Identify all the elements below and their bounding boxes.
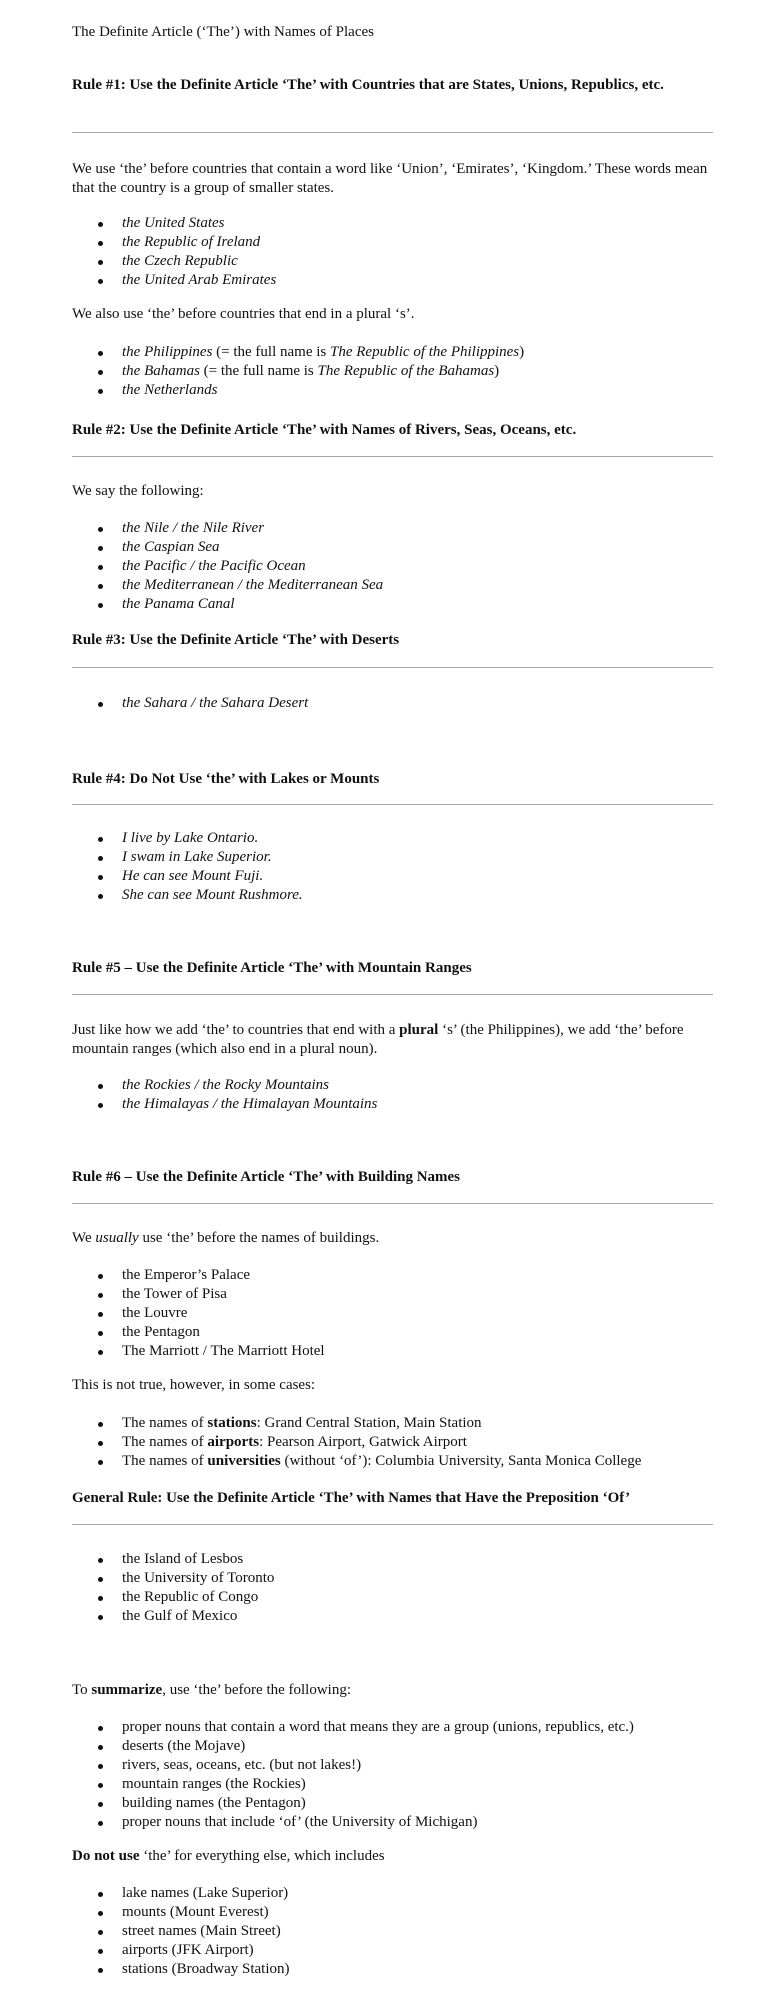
list-item: stations (Broadway Station) xyxy=(72,1960,712,1979)
rule5-intro xyxy=(72,1021,712,1059)
list-item: the Himalayas / the Himalayan Mountains xyxy=(72,1095,712,1114)
item-bold: stations xyxy=(207,1415,257,1431)
rule1-list xyxy=(72,214,712,290)
intro-text: To xyxy=(72,1682,92,1698)
item-text: (without ‘of’): Columbia University, Santa Monica College xyxy=(280,1453,642,1469)
list-item: the Gulf of Mexico xyxy=(72,1607,712,1626)
rule2-list xyxy=(72,519,712,614)
item-text: : Grand Central Station, Main Station xyxy=(256,1415,482,1431)
list-item: He can see Mount Fuji. xyxy=(72,867,712,886)
item-text: The names of xyxy=(122,1415,208,1431)
intro-text: Just like how we add ‘the’ to countries that end with a xyxy=(72,1022,400,1038)
list-item: building names (the Pentagon) xyxy=(72,1794,712,1813)
list-item xyxy=(72,343,712,362)
list-item: the United States xyxy=(72,214,712,233)
intro-text: ‘the’ for everything else, which includes xyxy=(139,1848,385,1864)
rule5-heading: Rule #5 – Use the Definite Article ‘The’ with Mountain Ranges xyxy=(72,960,472,976)
general-divider xyxy=(72,1524,713,1525)
donot-list xyxy=(72,1884,712,1979)
rule1-list2 xyxy=(72,343,712,400)
intro-text: use ‘the’ before the names of buildings. xyxy=(138,1230,380,1246)
list-item: She can see Mount Rushmore. xyxy=(72,886,712,905)
rule6-intro2: This is not true, however, in some cases: xyxy=(72,1377,316,1393)
summary-intro xyxy=(72,1681,712,1700)
list-item: the Nile / the Nile River xyxy=(72,519,712,538)
summary-list xyxy=(72,1718,712,1832)
full-name: The Republic of the Bahamas xyxy=(317,363,495,379)
list-item: the Louvre xyxy=(72,1304,712,1323)
intro-text: , use ‘the’ before the following: xyxy=(162,1682,352,1698)
list-item: mountain ranges (the Rockies) xyxy=(72,1775,712,1794)
rule2-divider xyxy=(72,456,713,457)
list-item: the Sahara / the Sahara Desert xyxy=(72,694,712,713)
list-item: the Czech Republic xyxy=(72,252,712,271)
general-list xyxy=(72,1550,712,1626)
intro-bold: summarize xyxy=(91,1682,163,1698)
country-term: the Netherlands xyxy=(122,382,218,398)
list-item: the Caspian Sea xyxy=(72,538,712,557)
rule6-intro xyxy=(72,1229,712,1248)
donot-intro xyxy=(72,1847,712,1866)
rule3-heading: Rule #3: Use the Definite Article ‘The’ with Deserts xyxy=(72,632,400,648)
list-item: I swam in Lake Superior. xyxy=(72,848,712,867)
list-item: the University of Toronto xyxy=(72,1569,712,1588)
rule1-heading: Rule #1: Use the Definite Article ‘The’ with Countries that are States, Unions, Republics, etc. xyxy=(72,77,664,93)
item-text: : Pearson Airport, Gatwick Airport xyxy=(259,1434,467,1450)
full-name: The Republic of the Philippines xyxy=(330,344,520,360)
item-text: The names of xyxy=(122,1434,208,1450)
rule3-list xyxy=(72,694,712,713)
list-item xyxy=(72,1414,712,1433)
list-item: the Republic of Congo xyxy=(72,1588,712,1607)
item-bold: universities xyxy=(207,1453,281,1469)
list-item: I live by Lake Ontario. xyxy=(72,829,712,848)
list-item: the Tower of Pisa xyxy=(72,1285,712,1304)
rule1-intro2: We also use ‘the’ before countries that end in a plural ‘s’. xyxy=(72,306,415,322)
rule5-list xyxy=(72,1076,712,1114)
note-prefix: (= the full name is xyxy=(199,363,318,379)
rule1-intro: We use ‘the’ before countries that contain a word like ‘Union’, ‘Emirates’, ‘Kingdom.’ These words mean that the country is a group of smaller states. xyxy=(72,161,708,196)
document-title: The Definite Article (‘The’) with Names of Places xyxy=(72,24,374,40)
rule2-heading: Rule #2: Use the Definite Article ‘The’ with Names of Rivers, Seas, Oceans, etc. xyxy=(72,422,577,438)
list-item: the Republic of Ireland xyxy=(72,233,712,252)
list-item: street names (Main Street) xyxy=(72,1922,712,1941)
rule5-divider xyxy=(72,994,713,995)
rule4-list xyxy=(72,829,712,905)
rule1-divider xyxy=(72,132,713,133)
rule6-list xyxy=(72,1266,712,1361)
rule6-divider xyxy=(72,1203,713,1204)
intro-text: We xyxy=(72,1230,96,1246)
list-item: deserts (the Mojave) xyxy=(72,1737,712,1756)
list-item xyxy=(72,381,712,400)
list-item xyxy=(72,1433,712,1452)
list-item: the Mediterranean / the Mediterranean Sea xyxy=(72,576,712,595)
list-item: lake names (Lake Superior) xyxy=(72,1884,712,1903)
rule2-intro: We say the following: xyxy=(72,483,204,499)
country-term: the Philippines xyxy=(122,344,213,360)
intro-emphasis: usually xyxy=(95,1230,139,1246)
list-item: the Rockies / the Rocky Mountains xyxy=(72,1076,712,1095)
list-item: proper nouns that include ‘of’ (the University of Michigan) xyxy=(72,1813,712,1832)
list-item: the Panama Canal xyxy=(72,595,712,614)
rule6-heading: Rule #6 – Use the Definite Article ‘The’ with Building Names xyxy=(72,1169,461,1185)
list-item: the Pacific / the Pacific Ocean xyxy=(72,557,712,576)
rule4-divider xyxy=(72,804,713,805)
list-item xyxy=(72,1452,712,1471)
note-prefix: (= the full name is xyxy=(212,344,331,360)
rule6-list2 xyxy=(72,1414,712,1471)
rule4-heading: Rule #4: Do Not Use ‘the’ with Lakes or Mounts xyxy=(72,771,380,787)
list-item xyxy=(72,362,712,381)
general-heading: General Rule: Use the Definite Article ‘The’ with Names that Have the Preposition ‘Of’ xyxy=(72,1490,631,1506)
item-bold: airports xyxy=(207,1434,260,1450)
list-item: proper nouns that contain a word that means they are a group (unions, republics, etc.) xyxy=(72,1718,712,1737)
intro-text: ‘s’ (the Philippines), we add ‘the’ before mountain ranges (which also end in a plural noun). xyxy=(72,1022,684,1057)
country-term: the Bahamas xyxy=(122,363,200,379)
note-suffix: ) xyxy=(519,344,525,360)
list-item: airports (JFK Airport) xyxy=(72,1941,712,1960)
list-item: The Marriott / The Marriott Hotel xyxy=(72,1342,712,1361)
rule3-divider xyxy=(72,667,713,668)
list-item: the Emperor’s Palace xyxy=(72,1266,712,1285)
note-suffix: ) xyxy=(494,363,500,379)
list-item: the Island of Lesbos xyxy=(72,1550,712,1569)
list-item: the Pentagon xyxy=(72,1323,712,1342)
item-text: The names of xyxy=(122,1453,208,1469)
list-item: mounts (Mount Everest) xyxy=(72,1903,712,1922)
intro-bold: Do not use xyxy=(72,1848,140,1864)
intro-bold: plural xyxy=(399,1022,439,1038)
list-item: rivers, seas, oceans, etc. (but not lakes!) xyxy=(72,1756,712,1775)
list-item: the United Arab Emirates xyxy=(72,271,712,290)
